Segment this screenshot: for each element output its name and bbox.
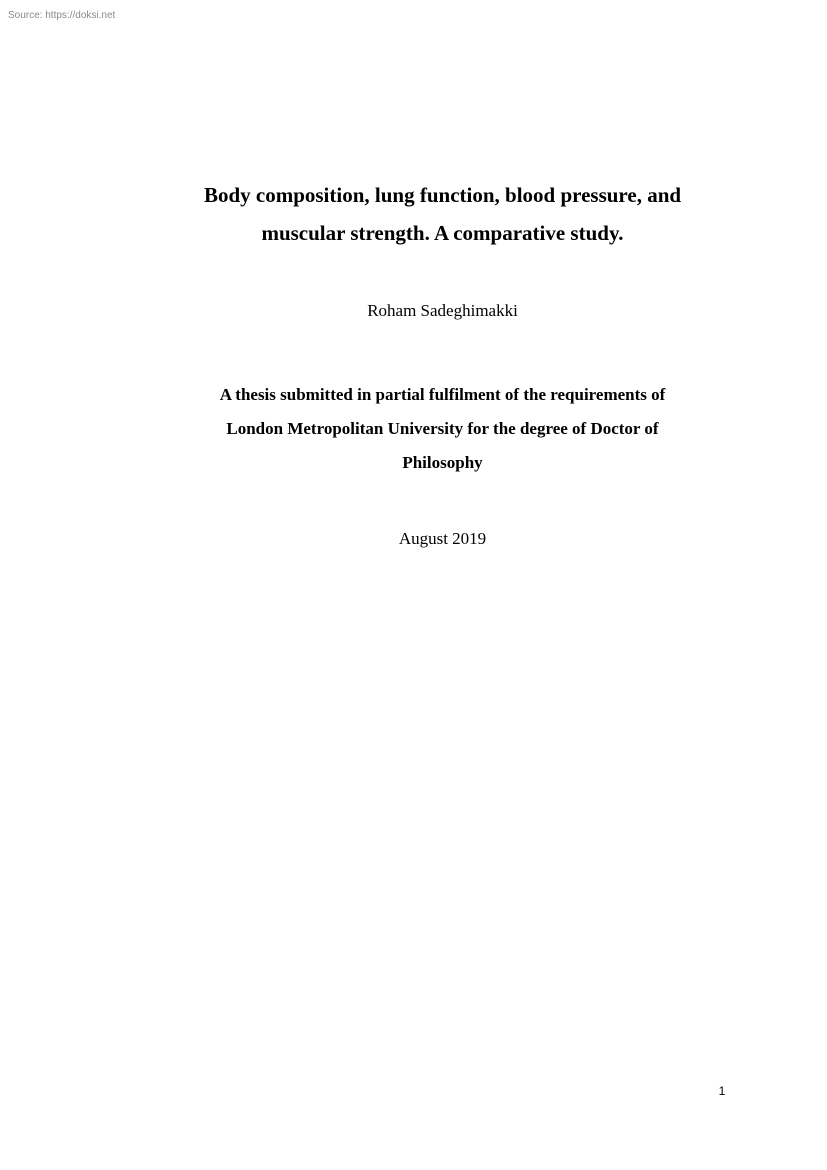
thesis-title-line-2: muscular strength. A comparative study. xyxy=(261,221,624,245)
author-name: Roham Sadeghimakki xyxy=(367,301,518,320)
thesis-title xyxy=(150,176,735,252)
source-watermark: Source: https://doksi.net xyxy=(8,10,116,21)
submission-date: August 2019 xyxy=(398,529,487,548)
page-number: 1 xyxy=(718,1084,726,1098)
degree-statement-line-3: Philosophy xyxy=(402,453,483,472)
degree-statement-line-2: London Metropolitan University for the degree of Doctor of xyxy=(226,419,659,438)
thesis-title-line-1: Body composition, lung function, blood pressure, and xyxy=(203,183,682,207)
degree-statement xyxy=(150,378,735,480)
degree-statement-line-1: A thesis submitted in partial fulfilment of the requirements of xyxy=(219,385,666,404)
